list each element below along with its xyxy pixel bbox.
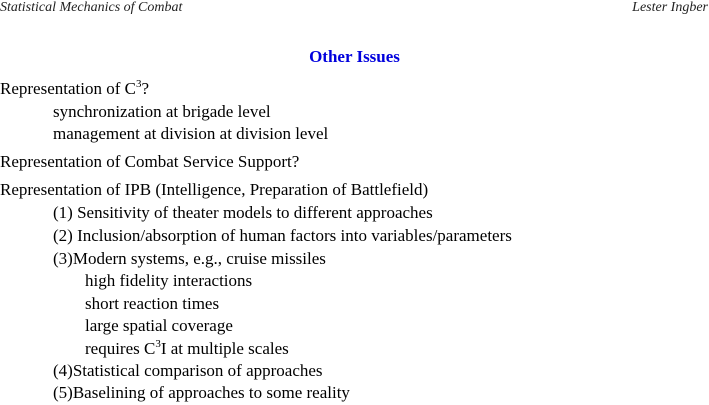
c3-suffix: ? [141,79,150,98]
ipb-item-1: (1) Sensitivity of theater models to different approaches [53,203,433,222]
ipb-item-2: (2) Inclusion/absorption of human factors into variables/parameters [53,226,512,245]
c3-superscript: 3 [135,78,142,90]
ipb-item-3a: high fidelity interactions [85,271,253,290]
c3-representation-line [0,79,149,99]
header-left: Statistical Mechanics of Combat [0,0,183,15]
header-right: Lester Ingber [632,0,708,15]
mgmt-line: management at division at division level [53,124,329,143]
ipb-3d-suffix: I at multiple scales [160,339,289,358]
ipb-3d-superscript: 3 [155,338,161,350]
ipb-3d-prefix: requires C [85,339,156,358]
ipb-item-3d [85,339,289,359]
sync-line: synchronization at brigade level [53,102,271,121]
ipb-line: Representation of IPB (Intelligence, Preparation of Battlefield) [0,180,429,199]
page-title: Other Issues [309,47,400,66]
css-line: Representation of Combat Service Support? [0,152,300,171]
c3-prefix: Representation of C [0,79,136,98]
ipb-item-3c: large spatial coverage [85,316,233,335]
ipb-item-5: (5)Baselining of approaches to some reality [53,383,350,402]
ipb-item-3b: short reaction times [85,294,220,313]
ipb-item-3: (3)Modern systems, e.g., cruise missiles [53,249,326,268]
ipb-item-4: (4)Statistical comparison of approaches [53,361,323,380]
